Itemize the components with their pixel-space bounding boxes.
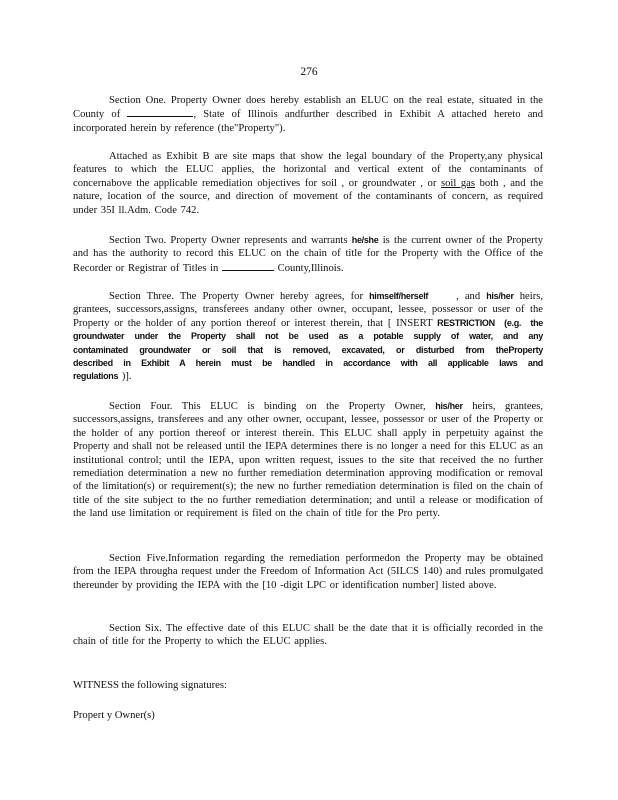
section-three-text-a: Section Three. The Property Owner hereby agrees, for [109,291,363,302]
section-three-text-c: heirs, grantees, successors,assigns, transferees andany other owner, occupant, lessee, possessor or user of the Property or the holder of any portion thereof or interest therein, that [ INSERT [73,291,543,329]
section-one-text-a: Section One. Property Owner does hereby establish an ELUC on the real estate, situated in the County of [73,95,543,121]
section-four-paragraph [73,400,543,521]
his-her: his/her [486,291,514,301]
section-six-paragraph [73,622,543,649]
section-four-text-a: Section Four. This ELUC is binding on the Property Owner, [109,401,426,412]
section-three-text-b: , and [456,291,481,302]
county-blank [127,107,193,117]
soil-gas-underlined: soil gas [440,177,475,189]
property-owner-label: Propert y Owner(s) [73,710,155,721]
he-she: he/she [351,235,379,245]
exhibit-b-paragraph [73,150,543,217]
section-five-paragraph [73,552,543,592]
section-six-text: Section Six. The effective date of this ELUC shall be the date that it is officially recorded in the chain of title for the Property to which the ELUC applies. [73,623,543,648]
witness-line: WITNESS the following signatures: [73,680,227,691]
section-two-paragraph [73,234,543,275]
section-five-text: Section Five.Information regarding the remediation performedon the Property may be obtained from the IEPA througha request under the Freedom of Information Act (5ILCS 140) and rules promulgated thereunder by providing the IEPA with the [10 -digit LPC or identification number] listed above. [73,553,543,591]
exhibit-b-text-a: Attached as Exhibit B are site maps that show the legal boundary of the Property,any physical features to which the ELUC applies, the horizontal and vertical extent of the contaminants of concernabove the applicable remediation objectives for soil , or groundwater , or [73,151,543,189]
page-number: 276 [300,66,318,78]
section-three-end: )]. [121,371,132,383]
section-two-text-c: County,Illinois. [277,262,344,274]
section-two-text-b: is the current owner of the Property and has the authority to record this ELUC on the chain of title for the Property with the Office of the Recorder or Registrar of Titles in [73,235,544,274]
section-one-text-b: , State of Illinois andfurther described in Exhibit A attached hereto and incorporated herein by reference (the"Property"). [73,109,543,134]
section-three-paragraph [73,290,543,384]
his-her: his/her [435,401,463,411]
himself-herself: himself/herself [369,291,429,301]
recorder-county-blank [222,261,274,271]
section-two-text-a: Section Two. Property Owner represents and warrants [109,235,348,246]
exhibit-b-text-b: both , and the nature, location of the source, and direction of movement of the contaminants of concern, as required under 35I ll.Adm. Code 742. [73,177,544,216]
restriction-insert: RESTRICTION (e.g. the groundwater under the Property shall not be used as a potable supply of water, and any contaminated groundwater or soil that is removed, excavated, or disturbed from theProperty described in Exhibit A herein must be handled in accordance with all applicable laws and regulations [73,317,544,382]
section-four-text-b: heirs, grantees, successors,assigns, transferees and any other owner, occupant, lessee, possessor or user of the Property or the holder of any portion thereof or interest therein. This ELUC shall apply in perpetuity against the Property and shall not be released until the IEPA determines there is no longer a need for this ELUC as an institutional control; until the IEPA, upon written request, issues to the site that received the no further remediation determination a new no further remediation determination approving modification or removal of the limitation(s) or requirement(s); the new no further remediation determination is filed on the chain of title of the site subject to the no further remediation determination; and until a release or modification of the land use limitation or requirement is filed on the chain of title for the Pro perty. [73,401,543,520]
section-one-paragraph [73,94,543,135]
